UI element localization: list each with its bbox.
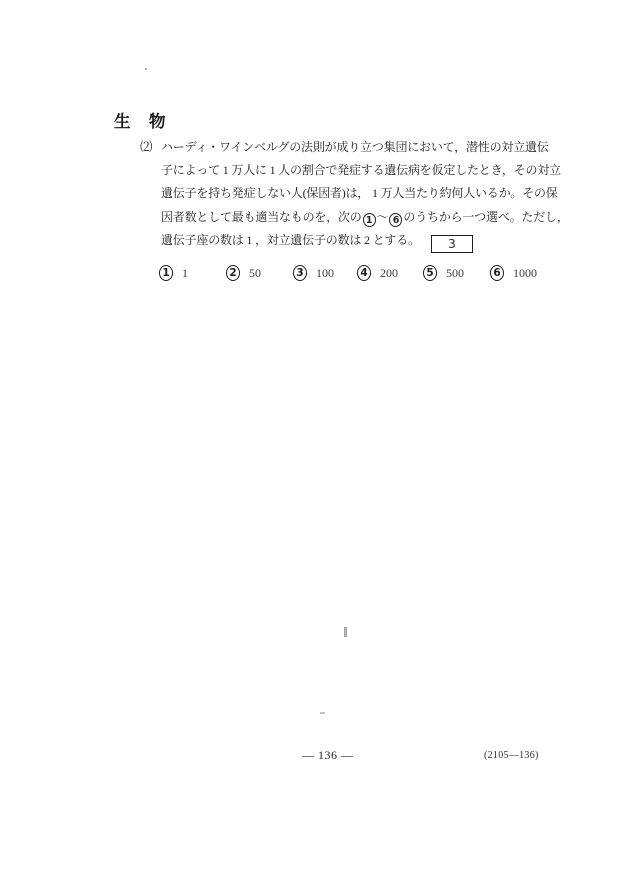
question-text-line-4 — [161, 206, 569, 229]
subject-title: 生 物 — [114, 113, 167, 131]
range-tilde: ～ — [376, 209, 389, 224]
circled-6-icon: 6 — [490, 265, 504, 281]
circled-4-icon: 4 — [357, 265, 371, 281]
question-text-line-4-post: のうちから一つ選べ。ただし， — [403, 209, 569, 224]
circled-1-icon: 1 — [363, 213, 376, 227]
question-block — [140, 136, 569, 252]
circled-5-icon: 5 — [423, 265, 437, 281]
option-6-value: 1000 — [513, 265, 537, 280]
question-text-line-4-pre: 因者数として最も適当なものを，次の — [161, 209, 362, 224]
option-3 — [293, 265, 334, 281]
option-2-value: 50 — [249, 265, 261, 280]
option-2 — [226, 265, 261, 281]
question-text-line-1: ハーディ・ワインベルグの法則が成り立つ集団において，潜性の対立遺伝 — [161, 140, 549, 154]
question-text-line-3: 遺伝子を持ち発症しない人(保因者)は， 1 万人当たり約何人いるか。その保 — [161, 186, 558, 201]
option-1-value: 1 — [182, 265, 188, 280]
circled-2-icon: 2 — [226, 265, 240, 281]
answer-number-box: 3 — [431, 235, 473, 253]
options-row — [0, 265, 620, 285]
option-6 — [490, 265, 537, 281]
option-1 — [159, 265, 188, 281]
option-4-value: 200 — [380, 265, 398, 280]
document-code: (2105—136) — [484, 750, 539, 761]
option-4 — [357, 265, 398, 281]
circled-3-icon: 3 — [293, 265, 307, 281]
question-number: ⑵ — [140, 140, 153, 154]
scan-artifact — [344, 627, 347, 637]
circled-1-icon: 1 — [159, 265, 173, 281]
page-number: — 136 — — [302, 748, 354, 762]
question-text-line-5-text: 遺伝子座の数は 1 ，対立遺伝子の数は 2 とする。 — [161, 232, 420, 247]
circled-6-icon: 6 — [389, 213, 402, 227]
question-text-line-5 — [161, 229, 561, 252]
scan-artifact — [320, 712, 325, 714]
scan-artifact — [145, 68, 147, 70]
option-3-value: 100 — [316, 265, 334, 280]
option-5 — [423, 265, 464, 281]
question-text-line-2: 子によって 1 万人に 1 人の割合で発症する遺伝病を仮定したとき，その対立 — [161, 163, 561, 178]
option-5-value: 500 — [446, 265, 464, 280]
